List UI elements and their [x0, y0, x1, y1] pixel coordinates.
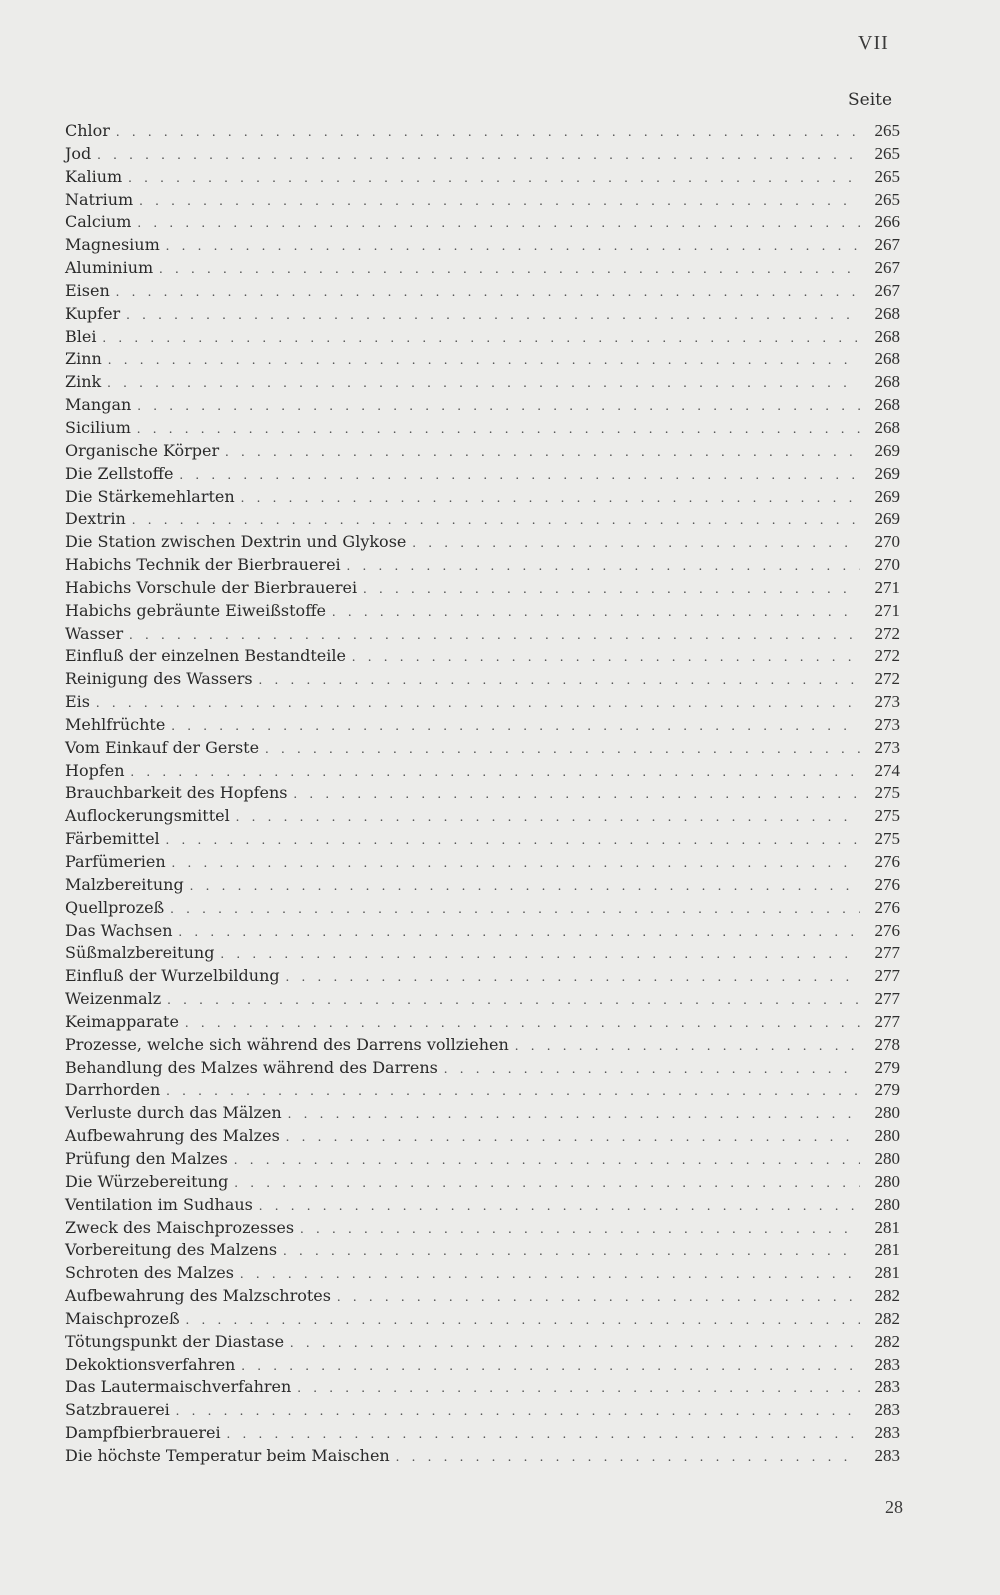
toc-entry-page: 265 — [874, 121, 900, 140]
toc-entry-page: 281 — [874, 1217, 900, 1237]
toc-entry-page: 282 — [874, 1308, 900, 1328]
dot-leader — [363, 579, 860, 602]
toc-entry-title: Kalium — [65, 166, 123, 186]
toc-entry — [65, 1239, 900, 1262]
toc-entry — [65, 189, 900, 212]
toc-entry — [65, 737, 900, 760]
dot-leader — [167, 990, 860, 1013]
toc-entry-page: 268 — [874, 395, 900, 415]
toc-entry-page: 267 — [874, 280, 900, 300]
toc-entry-title: Die Zellstoffe — [65, 463, 174, 483]
dot-leader — [172, 853, 860, 876]
toc-entry-page: 267 — [874, 258, 900, 278]
toc-entry-title: Zweck des Maischprozesses — [65, 1217, 295, 1237]
toc-entry — [65, 714, 900, 737]
dot-leader — [293, 784, 860, 807]
toc-entry-title: Satzbrauerei — [65, 1400, 170, 1420]
dot-leader — [139, 191, 860, 214]
toc-entry — [65, 1308, 900, 1331]
dot-leader — [286, 967, 860, 990]
toc-entry-page: 274 — [874, 760, 900, 780]
toc-entry-title: Die Würzebereitung — [65, 1171, 229, 1191]
dot-leader — [131, 762, 860, 785]
roman-page-number: VII — [858, 32, 889, 54]
toc-entry-page: 276 — [874, 920, 900, 940]
toc-entry-title: Dextrin — [65, 509, 126, 529]
toc-entry — [65, 120, 900, 143]
toc-entry-page: 282 — [874, 1286, 900, 1306]
toc-entry-title: Die Stärkemehlarten — [65, 486, 235, 506]
dot-leader — [186, 1310, 860, 1333]
dot-leader — [179, 465, 860, 488]
toc-entry-title: Parfümerien — [65, 852, 166, 871]
toc-entry-page: 281 — [874, 1263, 900, 1283]
toc-entry-page: 283 — [874, 1423, 900, 1443]
toc-entry-title: Hopfen — [65, 760, 125, 780]
toc-entry — [65, 257, 900, 280]
toc-entry — [65, 554, 900, 577]
toc-entry-page: 265 — [874, 189, 900, 209]
toc-entry-page: 276 — [874, 897, 900, 917]
toc-entry-title: Einfluß der einzelnen Bestandteile — [65, 646, 346, 666]
toc-entry-title: Mangan — [65, 395, 132, 415]
dot-leader — [515, 1036, 860, 1059]
toc-entry-title: Sicilium — [65, 417, 131, 437]
toc-entry-title: Die Station zwischen Dextrin und Glykose — [65, 532, 407, 552]
toc-entry-title: Maischprozeß — [65, 1308, 180, 1328]
dot-leader — [126, 305, 860, 328]
dot-leader — [179, 922, 860, 945]
toc-entry-title: Das Lautermaischverfahren — [65, 1377, 292, 1397]
toc-entry-title: Wasser — [65, 623, 124, 643]
toc-entry-title: Reinigung des Wassers — [65, 669, 253, 689]
dot-leader — [347, 556, 860, 579]
toc-entry — [65, 440, 900, 463]
toc-entry — [65, 1079, 900, 1102]
toc-entry — [65, 1171, 900, 1194]
toc-entry-page: 273 — [874, 692, 900, 712]
toc-entry-title: Ventilation im Sudhaus — [65, 1194, 253, 1214]
toc-entry — [65, 1354, 900, 1377]
dot-leader — [286, 1127, 860, 1150]
toc-entry — [65, 1034, 900, 1057]
toc-entry — [65, 782, 900, 805]
toc-entry-page: 272 — [874, 623, 900, 643]
dot-leader — [166, 830, 860, 853]
toc-entry-title: Dekoktionsverfahren — [65, 1354, 236, 1374]
toc-entry — [65, 1445, 900, 1468]
toc-entry — [65, 1399, 900, 1422]
toc-entry-page: 277 — [874, 989, 900, 1009]
toc-entry-page: 265 — [874, 143, 900, 163]
dot-leader — [234, 1150, 860, 1173]
toc-entry-title: Tötungspunkt der Diastase — [65, 1331, 285, 1351]
toc-entry-title: Calcium — [65, 212, 132, 232]
toc-entry-page: 269 — [874, 486, 900, 506]
toc-entry — [65, 280, 900, 303]
toc-entry-page: 269 — [874, 509, 900, 529]
dot-leader — [108, 350, 860, 373]
dot-leader — [96, 693, 860, 716]
toc-entry-page: 283 — [874, 1354, 900, 1374]
dot-leader — [288, 1104, 860, 1127]
table-of-contents — [65, 120, 900, 1468]
toc-entry-page: 275 — [874, 806, 900, 826]
toc-entry-page: 276 — [874, 852, 900, 871]
toc-entry — [65, 988, 900, 1011]
toc-entry-page: 280 — [874, 1148, 900, 1168]
toc-entry-page: 277 — [874, 966, 900, 986]
toc-entry-title: Quellprozeß — [65, 897, 165, 917]
toc-entry-title: Eis — [65, 692, 91, 712]
toc-entry — [65, 623, 900, 646]
dot-leader — [337, 1287, 860, 1310]
toc-entry — [65, 851, 900, 874]
dot-leader — [241, 1356, 860, 1379]
toc-entry — [65, 303, 900, 326]
toc-entry — [65, 691, 900, 714]
toc-entry-title: Aufbewahrung des Malzschrotes — [65, 1286, 331, 1306]
toc-entry — [65, 897, 900, 920]
toc-entry-title: Malzbereitung — [65, 874, 184, 894]
dot-leader — [137, 419, 860, 442]
toc-entry-title: Chlor — [65, 121, 110, 140]
dot-leader — [227, 1424, 860, 1447]
toc-entry-page: 268 — [874, 349, 900, 369]
dot-leader — [166, 1081, 860, 1104]
dot-leader — [297, 1378, 860, 1401]
dot-leader — [300, 1219, 860, 1242]
toc-entry-title: Verluste durch das Mälzen — [65, 1103, 282, 1123]
dot-leader — [265, 739, 860, 762]
toc-entry — [65, 417, 900, 440]
toc-entry-title: Eisen — [65, 280, 110, 300]
dot-leader — [236, 807, 860, 830]
toc-entry-page: 265 — [874, 166, 900, 186]
toc-entry-title: Brauchbarkeit des Hopfens — [65, 783, 288, 803]
toc-entry-title: Dampfbierbrauerei — [65, 1423, 221, 1443]
dot-leader — [116, 122, 860, 145]
toc-entry-title: Prüfung den Malzes — [65, 1148, 228, 1168]
dot-leader — [170, 899, 860, 922]
toc-entry-title: Einfluß der Wurzelbildung — [65, 966, 280, 986]
toc-entry-title: Blei — [65, 326, 97, 346]
toc-entry — [65, 760, 900, 783]
toc-entry-title: Behandlung des Malzes während des Darrens — [65, 1057, 438, 1077]
toc-entry-page: 272 — [874, 646, 900, 666]
dot-leader — [137, 213, 860, 236]
dot-leader — [220, 944, 860, 967]
dot-leader — [176, 1401, 860, 1424]
toc-entry-page: 280 — [874, 1194, 900, 1214]
toc-entry-title: Weizenmalz — [65, 989, 162, 1009]
toc-entry — [65, 920, 900, 943]
toc-entry — [65, 1194, 900, 1217]
toc-entry — [65, 166, 900, 189]
toc-entry — [65, 1217, 900, 1240]
toc-entry-page: 272 — [874, 669, 900, 689]
toc-entry-page: 277 — [874, 1011, 900, 1031]
toc-entry — [65, 1422, 900, 1445]
dot-leader — [137, 396, 860, 419]
toc-entry — [65, 965, 900, 988]
dot-leader — [185, 1013, 860, 1036]
toc-entry — [65, 1125, 900, 1148]
toc-entry-page: 268 — [874, 303, 900, 323]
toc-entry-page: 283 — [874, 1445, 900, 1465]
toc-entry — [65, 1148, 900, 1171]
toc-entry-page: 280 — [874, 1171, 900, 1191]
dot-leader — [396, 1447, 860, 1470]
toc-entry-page: 269 — [874, 440, 900, 460]
toc-entry-title: Das Wachsen — [65, 920, 173, 940]
toc-entry-page: 277 — [874, 943, 900, 963]
toc-entry-title: Auflockerungsmittel — [65, 806, 230, 826]
toc-entry-page: 278 — [874, 1034, 900, 1054]
dot-leader — [352, 647, 860, 670]
toc-entry-title: Natrium — [65, 189, 134, 209]
toc-entry-title: Habichs gebräunte Eiweißstoffe — [65, 600, 327, 620]
toc-entry — [65, 1262, 900, 1285]
toc-entry-title: Zinn — [65, 349, 102, 369]
dot-leader — [132, 510, 860, 533]
dot-leader — [102, 328, 860, 351]
dot-leader — [412, 533, 860, 556]
toc-entry — [65, 486, 900, 509]
toc-entry — [65, 1102, 900, 1125]
dot-leader — [107, 373, 860, 396]
toc-entry — [65, 1285, 900, 1308]
toc-entry-page: 283 — [874, 1377, 900, 1397]
toc-entry-title: Zink — [65, 372, 102, 392]
dot-leader — [128, 168, 860, 191]
toc-entry-title: Färbemittel — [65, 829, 160, 849]
toc-entry-page: 268 — [874, 372, 900, 392]
toc-entry-page: 269 — [874, 463, 900, 483]
dot-leader — [190, 876, 860, 899]
toc-entry-page: 266 — [874, 212, 900, 232]
toc-entry — [65, 828, 900, 851]
toc-entry-title: Aluminium — [65, 258, 154, 278]
dot-leader — [290, 1333, 860, 1356]
toc-entry — [65, 1331, 900, 1354]
toc-entry-title: Mehlfrüchte — [65, 714, 166, 734]
toc-entry-page: 275 — [874, 829, 900, 849]
toc-entry — [65, 394, 900, 417]
toc-entry-title: Schroten des Malzes — [65, 1263, 234, 1283]
toc-entry-title: Kupfer — [65, 303, 121, 323]
dot-leader — [171, 716, 860, 739]
toc-entry — [65, 1057, 900, 1080]
toc-entry-title: Organische Körper — [65, 440, 220, 460]
toc-entry — [65, 805, 900, 828]
toc-entry-page: 270 — [874, 555, 900, 575]
toc-entry-title: Prozesse, welche sich während des Darrens vollziehen — [65, 1034, 509, 1054]
toc-entry-title: Jod — [65, 143, 92, 163]
toc-entry-page: 273 — [874, 714, 900, 734]
dot-leader — [259, 670, 860, 693]
dot-leader — [332, 602, 860, 625]
dot-leader — [116, 282, 860, 305]
toc-entry-title: Darrhorden — [65, 1080, 161, 1100]
dot-leader — [241, 488, 860, 511]
toc-entry — [65, 1376, 900, 1399]
footer-page-number: 28 — [885, 1497, 903, 1517]
toc-entry — [65, 645, 900, 668]
toc-entry — [65, 211, 900, 234]
dot-leader — [240, 1264, 860, 1287]
seite-column-label: Seite — [848, 90, 893, 110]
toc-entry — [65, 668, 900, 691]
toc-entry — [65, 874, 900, 897]
toc-entry-title: Keimapparate — [65, 1011, 179, 1031]
toc-entry-page: 273 — [874, 737, 900, 757]
toc-entry — [65, 326, 900, 349]
toc-entry-page: 283 — [874, 1400, 900, 1420]
toc-entry-page: 276 — [874, 874, 900, 894]
toc-entry-page: 271 — [874, 577, 900, 597]
toc-entry-title: Habichs Vorschule der Bierbrauerei — [65, 577, 358, 597]
toc-entry — [65, 143, 900, 166]
toc-entry-page: 280 — [874, 1103, 900, 1123]
toc-entry-page: 279 — [874, 1080, 900, 1100]
toc-entry-page: 282 — [874, 1331, 900, 1351]
toc-entry — [65, 1011, 900, 1034]
toc-entry-page: 280 — [874, 1126, 900, 1146]
toc-entry — [65, 371, 900, 394]
toc-entry — [65, 942, 900, 965]
toc-entry-title: Habichs Technik der Bierbrauerei — [65, 555, 341, 575]
toc-entry — [65, 508, 900, 531]
dot-leader — [444, 1059, 860, 1082]
dot-leader — [259, 1196, 860, 1219]
toc-entry-title: Die höchste Temperatur beim Maischen — [65, 1445, 390, 1465]
dot-leader — [97, 145, 860, 168]
toc-entry — [65, 600, 900, 623]
dot-leader — [234, 1173, 860, 1196]
toc-entry-title: Magnesium — [65, 235, 160, 255]
toc-entry-title: Süßmalzbereitung — [65, 943, 215, 963]
toc-entry-page: 270 — [874, 532, 900, 552]
toc-entry-page: 275 — [874, 783, 900, 803]
toc-entry — [65, 234, 900, 257]
toc-entry — [65, 463, 900, 486]
toc-entry-page: 281 — [874, 1240, 900, 1260]
toc-entry-page: 268 — [874, 326, 900, 346]
toc-entry-page: 279 — [874, 1057, 900, 1077]
toc-entry — [65, 531, 900, 554]
toc-entry-title: Aufbewahrung des Malzes — [65, 1126, 280, 1146]
toc-entry-title: Vom Einkauf der Gerste — [65, 737, 260, 757]
dot-leader — [225, 442, 860, 465]
dot-leader — [159, 259, 860, 282]
toc-entry-page: 268 — [874, 417, 900, 437]
toc-entry-page: 271 — [874, 600, 900, 620]
dot-leader — [166, 236, 860, 259]
toc-entry-title: Vorbereitung des Malzens — [65, 1240, 278, 1260]
dot-leader — [129, 625, 860, 648]
dot-leader — [283, 1241, 860, 1264]
toc-entry-page: 267 — [874, 235, 900, 255]
toc-entry — [65, 348, 900, 371]
toc-entry — [65, 577, 900, 600]
